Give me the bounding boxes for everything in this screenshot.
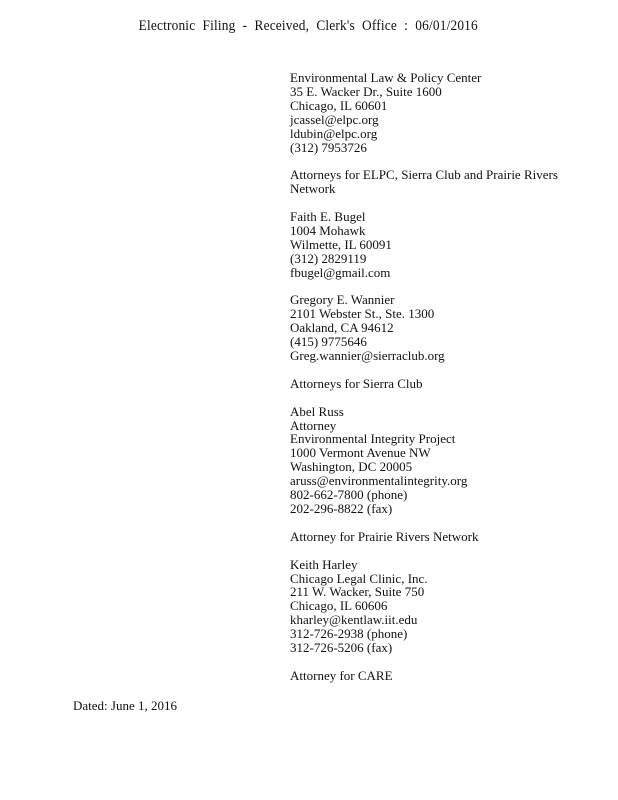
name-line: Abel Russ	[290, 403, 344, 419]
care-role	[290, 669, 610, 683]
role-text: Attorney for Prairie Rivers Network	[290, 528, 479, 544]
sierra-club-role	[290, 377, 610, 391]
russ-address-block	[290, 405, 610, 516]
title-line: Attorney	[290, 417, 337, 433]
phone-line: (312) 2829119	[290, 250, 367, 266]
name-line: Faith E. Bugel	[290, 209, 366, 225]
phone-line: (312) 7953726	[290, 139, 367, 155]
address-line: Chicago, IL 60606	[290, 598, 388, 614]
phone-line: (415) 9775646	[290, 334, 367, 350]
fax-line: 202-296-8822 (fax)	[290, 501, 393, 517]
address-line: 1000 Vermont Avenue NW	[290, 445, 431, 461]
prairie-rivers-role	[290, 530, 610, 544]
address-line: 1004 Mohawk	[290, 222, 366, 238]
email-line: fbugel@gmail.com	[290, 264, 391, 280]
address-line: Washington, DC 20005	[290, 459, 413, 475]
email-line: jcassel@elpc.org	[290, 111, 379, 127]
role-text: Attorneys for Sierra Club	[290, 375, 423, 391]
name-line: Gregory E. Wannier	[290, 292, 395, 308]
email-line: aruss@environmentalintegrity.org	[290, 473, 468, 489]
harley-address-block	[290, 558, 610, 655]
address-line: 2101 Webster St., Ste. 1300	[290, 306, 435, 322]
role-text: Attorneys for ELPC, Sierra Club and Prairie Rivers Network	[290, 167, 558, 197]
name-line: Keith Harley	[290, 556, 358, 572]
phone-line: 802-662-7800 (phone)	[290, 487, 408, 503]
service-list	[290, 71, 610, 697]
email-line: ldubin@elpc.org	[290, 125, 378, 141]
wannier-address-block	[290, 293, 610, 363]
email-line: kharley@kentlaw.iit.edu	[290, 612, 418, 628]
elpc-address-block	[290, 71, 610, 154]
address-line: Chicago, IL 60601	[290, 97, 388, 113]
filing-stamp-header: Electronic Filing - Received, Clerk's Office : 06/01/2016	[138, 18, 478, 34]
organization-line: Environmental Integrity Project	[290, 431, 456, 447]
email-line: Greg.wannier@sierraclub.org	[290, 348, 445, 364]
bugel-address-block	[290, 210, 610, 280]
organization-line: Chicago Legal Clinic, Inc.	[290, 570, 428, 586]
address-line: Environmental Law & Policy Center	[290, 70, 482, 85]
role-text: Attorney for CARE	[290, 667, 393, 683]
address-line: 211 W. Wacker, Suite 750	[290, 584, 425, 600]
elpc-role	[290, 168, 610, 196]
dated-line: Dated: June 1, 2016	[73, 698, 177, 713]
address-line: Oakland, CA 94612	[290, 320, 394, 336]
address-line: 35 E. Wacker Dr., Suite 1600	[290, 83, 442, 99]
phone-line: 312-726-2938 (phone)	[290, 626, 408, 642]
fax-line: 312-726-5206 (fax)	[290, 640, 393, 656]
address-line: Wilmette, IL 60091	[290, 236, 392, 252]
